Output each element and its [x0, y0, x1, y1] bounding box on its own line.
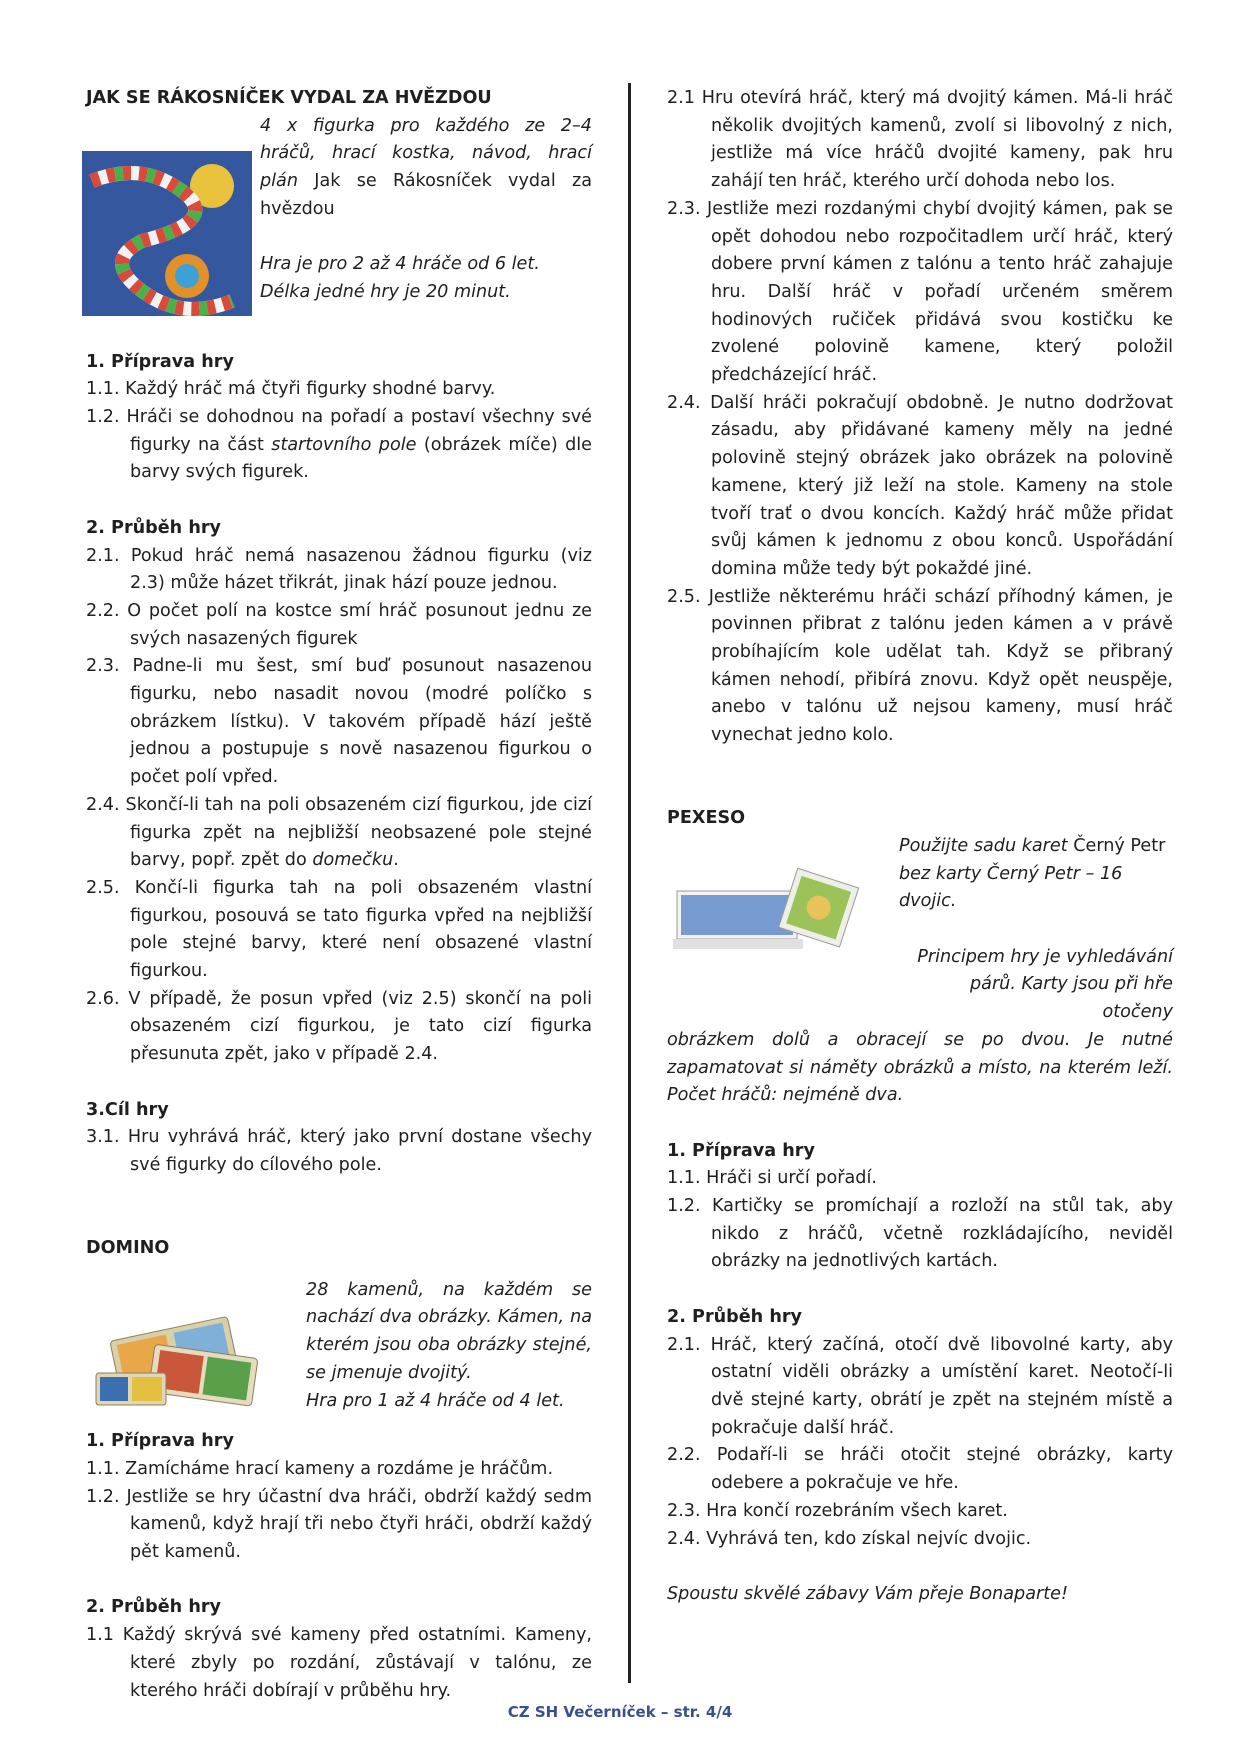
domino-rule-1-1: 1.1. Zamícháme hrací kameny a rozdáme je hráčům. — [86, 1458, 554, 1479]
rakosnicek-contents-plain: Jak se Rákosníček vydal za hvězdou — [260, 171, 592, 219]
pexeso-rule-1-1: 1.1. Hráči si určí pořadí. — [667, 1168, 877, 1189]
domino-tiles-image — [92, 1299, 268, 1410]
pexeso-rule-2-2: 2.2. Podaří-li se hráči otočit stejné obrázky, karty odebere a pokračuje ve hře. — [667, 1445, 1173, 1494]
rakosnicek-rule-2-4: 2.4. Skončí-li tah na poli obsazeném cizí figurkou, jde cizí figurka zpět na nejbližší neobsazené pole stejné barvy, popř. zpět do domečku. — [86, 794, 592, 871]
domino-rule-2-4: 2.4. Další hráči pokračují obdobně. Je nutno dodržovat zásadu, aby přidávané kameny měly na jedné polovině stejný obrázek jako obrázek na polovině kamene, který již leží na stole. Kameny na stole tvoří trať o dvou koncích. Každý hráč může přidat svůj kámen k jednomu z obou konců. Uspořádání domina může tedy být pokaždé jiné. — [667, 392, 1173, 579]
game-title-rakosnicek: JAK SE RÁKOSNÍČEK VYDAL ZA HVĚZDOU — [86, 88, 492, 108]
rakosnicek-rule-1-2: 1.2. Hráči se dohodnou na pořadí a postaví všechny své figurky na část startovního pole (obrázek míče) dle barvy svých figurek. — [86, 407, 592, 483]
pexeso-intro-2: bez karty Černý Petr – 16 dvojic. — [899, 863, 1123, 912]
page-footer: CZ SH Večerníček – str. 4/4 — [507, 1703, 733, 1721]
domino-section-2: 2. Průběh hry — [86, 1597, 221, 1618]
pexeso-principle-b: párů. Karty jsou při hře otočeny — [970, 974, 1173, 1023]
right-column — [667, 85, 1173, 1609]
rakosnicek-rule-3-1: 3.1. Hru vyhrává hráč, který jako první dostane všechy své figurky do cílového pole. — [86, 1127, 592, 1175]
rakosnicek-rule-2-1: 2.1. Pokud hráč nemá nasazenou žádnou figurku (viz 2.3) může házet třikrát, jinak hází pouze jednou. — [86, 545, 592, 594]
pexeso-rule-1-2: 1.2. Kartičky se promíchají a rozloží na stůl tak, aby nikdo z hráčů, včetně rozkládajícího, neviděl obrázky na jednotlivých kartách. — [667, 1196, 1173, 1272]
domino-rule-1-2: 1.2. Jestliže se hry účastní dva hráči, obdrží každý sedm kamenů, když hrají tři nebo čtyři hráči, obdrží každý pět kamenů. — [86, 1486, 592, 1563]
pexeso-principle-c: obrázkem dolů a obracejí se po dvou. Je nutné zapamatovat si náměty obrázků a místo, na kterém leží. Počet hráčů: nejméně dva. — [667, 1029, 1173, 1106]
domino-rule-2-1b: 2.1 Hru otevírá hráč, který má dvojitý kámen. Má-li hráč několik dvojitých kamenů, zvolí si libovolný z nich, jestliže má více hráčů dvojité kameny, pak hru zahájí ten hráč, kterého určí dohoda nebo los. — [667, 88, 1173, 192]
domino-section-1: 1. Příprava hry — [86, 1431, 234, 1452]
board-game-image — [82, 151, 252, 316]
rakosnicek-rule-2-3: 2.3. Padne-li mu šest, smí buď posunout nasazenou figurku, nebo nasadit novou (modré políčko s obrázkem lístku). V takovém případě hází ještě jednou a postupuje s nově nasazenou figurkou o počet polí vpřed. — [86, 656, 592, 788]
pexeso-section-2: 2. Průběh hry — [667, 1306, 802, 1327]
domino-rule-2-3: 2.3. Jestliže mezi rozdanými chybí dvojitý kámen, pak se opět dohodou nebo rozpočitadlem určí hráč, který dobere první kámen z talónu a tento hráč zahajuje hru. Další hráč v pořadí určeném směrem hodinových ručiček přidává svou kostičku ke zvolené polovině kamene, který položil předcházející hráč. — [667, 198, 1173, 386]
domino-intro — [86, 1263, 592, 1416]
rakosnicek-section-2: 2. Průběh hry — [86, 517, 221, 538]
pexeso-section-1: 1. Příprava hry — [667, 1140, 815, 1161]
game-title-pexeso: PEXESO — [667, 808, 746, 829]
rakosnicek-rule-1-1: 1.1. Každý hráč má čtyři figurky shodné barvy. — [86, 379, 496, 400]
rakosnicek-rule-2-6: 2.6. V případě, že posun vpřed (viz 2.5) skončí na poli obsazeném cizí figurkou, je tato cizí figurka přesunuta zpět, jako v případě 2.4. — [86, 988, 592, 1065]
pexeso-principle-a: Principem hry je vyhledávání — [917, 946, 1173, 967]
domino-description: 28 kamenů, na každém se nachází dva obrázky. Kámen, na kterém jsou oba obrázky stejné, se jmenuje dvojitý. — [306, 1279, 592, 1383]
domino-players: Hra pro 1 až 4 hráče od 4 let. — [306, 1390, 565, 1411]
rakosnicek-section-3: 3.Cíl hry — [86, 1099, 169, 1120]
pexeso-intro-1: Použijte sadu karet — [899, 835, 1068, 856]
rakosnicek-intro — [86, 113, 592, 307]
pexeso-rule-2-1: 2.1. Hráč, který začíná, otočí dvě libovolné karty, aby ostatní viděli obrázky a umístění karet. Neotočí-li dvě stejné karty, obrátí je zpět na stejném místě a pokračuje další hráč. — [667, 1334, 1173, 1438]
rakosnicek-rule-2-5: 2.5. Končí-li figurka tah na poli obsazeném vlastní figurkou, posouvá se tato figurka vpřed na nejbližší pole stejné barvy, které není obsazené vlastní figurkou. — [86, 877, 592, 982]
closing-line: Spoustu skvělé zábavy Vám přeje Bonaparte! — [667, 1583, 1069, 1604]
pexeso-intro — [667, 833, 1173, 1027]
pexeso-intro-plain: Černý Petr — [1067, 835, 1166, 856]
pexeso-rule-2-3: 2.3. Hra končí rozebráním všech karet. — [667, 1500, 1008, 1521]
rakosnicek-contents: 4 x figurka pro každého ze 2–4 hráčů, hrací kostka, návod, hrací plán — [260, 115, 592, 192]
domino-rule-2-1: 1.1 Každý skrývá své kameny před ostatními. Kameny, které zbyly po rozdání, zůstávají v talónu, ze kterého hráči dobírají v průběhu hry. — [86, 1625, 592, 1701]
column-divider — [628, 83, 631, 1683]
rakosnicek-duration: Délka jedné hry je 20 minut. — [260, 281, 511, 302]
left-column — [86, 85, 592, 1705]
pexeso-cards-image — [669, 863, 863, 963]
pexeso-rule-2-4: 2.4. Vyhrává ten, kdo získal nejvíc dvojic. — [667, 1528, 1032, 1549]
game-title-domino: DOMINO — [86, 1238, 170, 1259]
rakosnicek-players: Hra je pro 2 až 4 hráče od 6 let. — [260, 254, 540, 275]
rakosnicek-rule-2-2: 2.2. O počet polí na kostce smí hráč posunout jednu ze svých nasazených figurek — [86, 600, 592, 649]
rakosnicek-section-1: 1. Příprava hry — [86, 351, 234, 372]
domino-rule-2-5: 2.5. Jestliže některému hráči schází příhodný kámen, je povinnen přibrat z talónu jeden kámen a v právě probíhajícím kole udělat tah. Když se přibraný kámen nehodí, přibírá znovu. Když opět neuspěje, anebo v talónu už nejsou kameny, musí hráč vynechat jedno kolo. — [667, 586, 1173, 746]
